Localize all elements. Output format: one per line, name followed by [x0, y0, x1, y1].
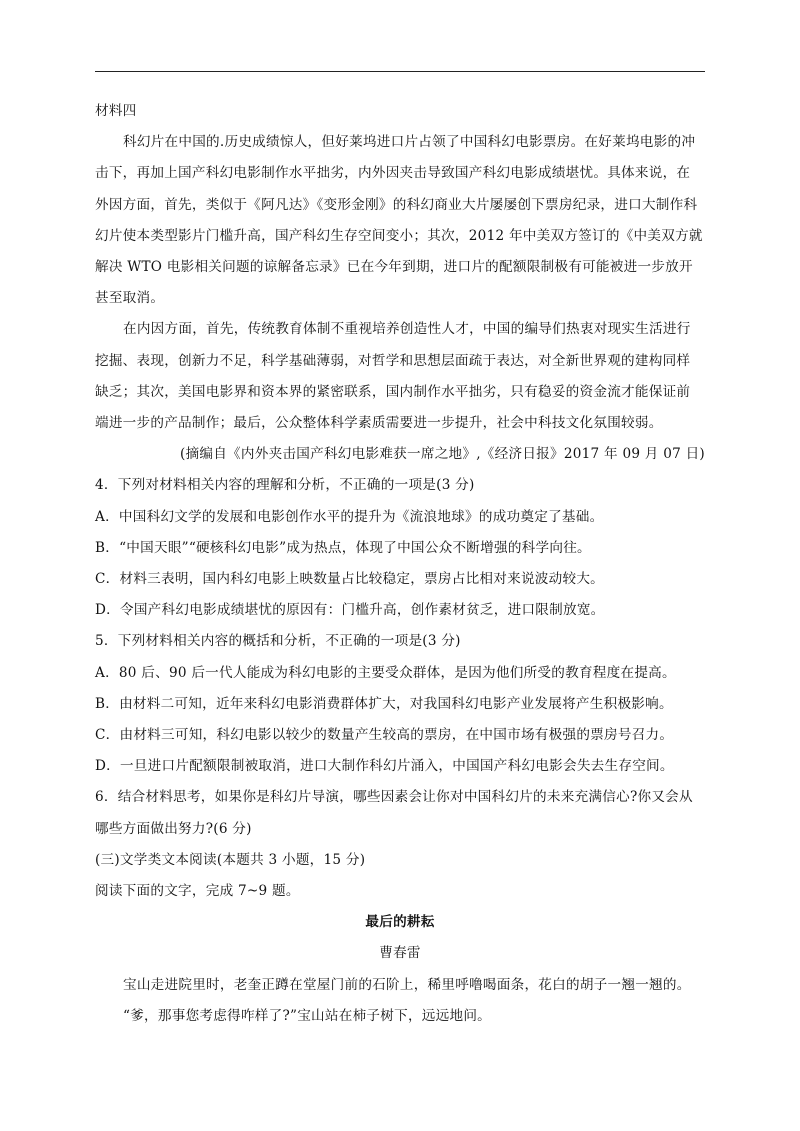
- option-b: B．“中国天眼”“硬核科幻电影”成为热点，体现了中国公众不断增强的科学向往。: [95, 539, 591, 556]
- header-rule: [95, 71, 705, 72]
- question-6: [95, 782, 705, 844]
- question-stem: 5．下列材料相关内容的概括和分析，不正确的一项是(3 分): [95, 633, 461, 650]
- option-a: A．80 后、90 后一代人能成为科幻电影的主要受众群体，是因为他们所受的教育程度在提高。: [95, 664, 676, 681]
- material-para-1: [95, 127, 705, 314]
- story-title: 最后的耕耘: [365, 914, 435, 931]
- material-source: (摘编自《内外夹击国产科幻电影难获一席之地》,《经济日报》2017 年 09 月 07 日): [179, 446, 705, 463]
- question-stem: 6．结合材料思考，如果你是科幻片导演，哪些因素会让你对中国科幻片的未来充满信心?你又会从: [95, 789, 693, 806]
- question-5: [95, 626, 705, 782]
- option-d: D．令国产科幻电影成绩堪忧的原因有：门槛升高，创作素材贫乏，进口限制放宽。: [95, 602, 605, 619]
- option-d: D．一旦进口片配额限制被取消，进口大制作科幻片涌入，中国国产科幻电影会失去生存空间。: [95, 758, 674, 775]
- para-line: 挖掘、表现，创新力不足，科学基础薄弱，对哲学和思想层面疏于表达，对全新世界观的建构同样: [95, 352, 691, 369]
- para-line: 在内因方面，首先，传统教育体制不重视培养创造性人才，中国的编导们热衷对现实生活进行: [123, 321, 691, 338]
- question-stem: 4．下列对材料相关内容的理解和分析，不正确的一项是(3 分): [95, 477, 475, 494]
- material-para-2: [95, 314, 705, 439]
- para-line: 击下，再加上国产科幻电影制作水平拙劣，内外因夹击导致国产科幻电影成绩堪忧。具体来说，在: [95, 165, 691, 182]
- section-instruction: 阅读下面的文字，完成 7~9 题。: [95, 883, 300, 900]
- para-line: 外因方面，首先，类似于《阿凡达》《变形金刚》的科幻商业大片屡屡创下票房纪录，进口大制作科: [95, 196, 698, 213]
- para-line: 解决 WTO 电影相关问题的谅解备忘录》已在今年到期，进口片的配额限制极有可能被进一步放开: [95, 259, 693, 276]
- option-b: B．由材料二可知，近年来科幻电影消费群体扩大，对我国科幻电影产业发展将产生积极影响。: [95, 695, 673, 712]
- option-c: C．材料三表明，国内科幻电影上映数量占比较稳定，票房占比相对来说波动较大。: [95, 571, 605, 588]
- option-a: A．中国科幻文学的发展和电影创作水平的提升为《流浪地球》的成功奠定了基础。: [95, 508, 604, 525]
- para-line: 端进一步的产品制作；最后，公众整体科学素质需要进一步提升，社会中科技文化氛围较弱。: [95, 415, 663, 432]
- question-stem-cont: 哪些方面做出努力?(6 分): [95, 820, 252, 837]
- para-line: 缺乏；其次，美国电影界和资本界的紧密联系，国内制作水平拙劣，只有稳妥的资金流才能保证前: [95, 383, 691, 400]
- story-line: “爹，那事您考虑得咋样了?”宝山站在柿子树下，远远地问。: [123, 1007, 492, 1024]
- para-line: 科幻片在中国的.历史成绩惊人，但好莱坞进口片占领了中国科幻电影票房。在好莱坞电影的冲: [123, 134, 696, 151]
- material-heading: 材料四: [95, 103, 137, 119]
- para-line: 幻片使本类型影片门槛升高，国产科幻生存空间变小；其次，2012 年中美双方签订的《中美双方就: [95, 227, 703, 244]
- page-content: [95, 96, 705, 1032]
- question-4: [95, 470, 705, 626]
- para-line: 甚至取消。: [95, 290, 165, 307]
- story-line: 宝山走进院里时，老奎正蹲在堂屋门前的石阶上，稀里呼噜喝面条，花白的胡子一翘一翘的。: [123, 976, 691, 993]
- option-c: C．由材料三可知，科幻电影以较少的数量产生较高的票房，在中国市场有极强的票房号召力。: [95, 727, 674, 744]
- section-heading: (三)文学类文本阅读(本题共 3 小题，15 分): [95, 851, 366, 868]
- story-author: 曹春雷: [379, 945, 421, 962]
